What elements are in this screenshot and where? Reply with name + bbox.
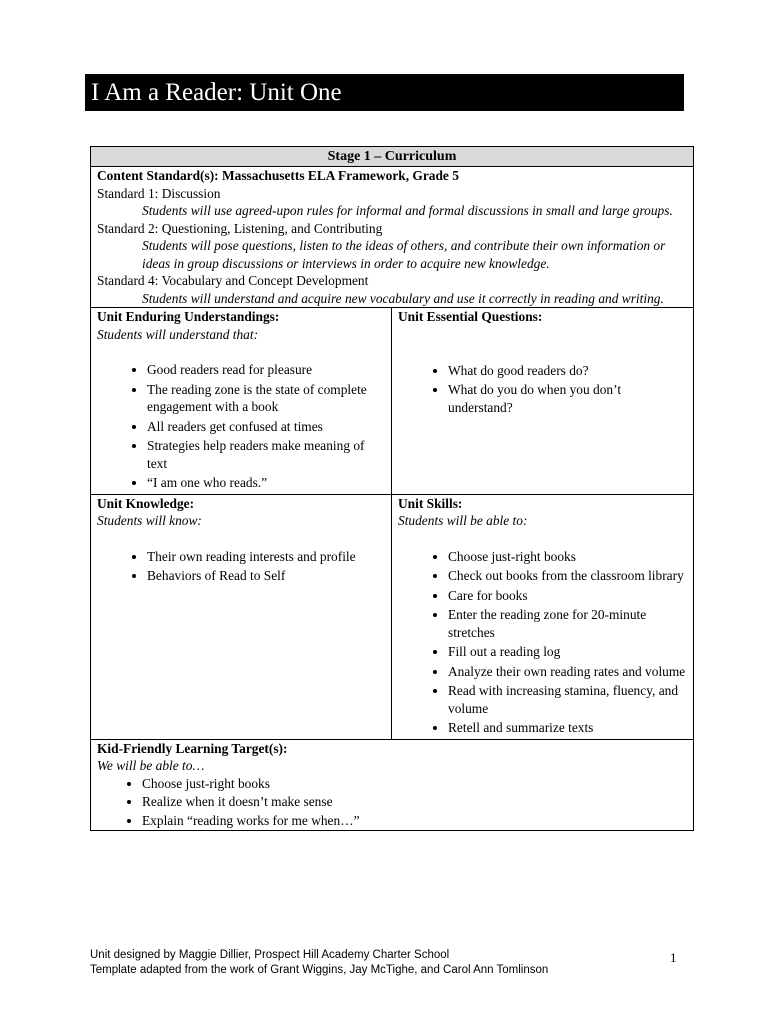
enduring-understandings-cell (91, 308, 392, 495)
list-item: • What do good readers do? (448, 362, 687, 380)
targets-subheading: We will be able to… (97, 758, 205, 773)
targets-heading: Kid-Friendly Learning Target(s): (97, 740, 288, 756)
content-standards-heading: Content Standard(s): Massachusetts ELA Framework, Grade 5 (97, 168, 459, 183)
standard-4-label: Standard 4: Vocabulary and Concept Development (97, 273, 369, 288)
targets-list (97, 775, 687, 830)
skills-subheading: Students will be able to: (398, 513, 528, 528)
skills-heading: Unit Skills: (398, 495, 463, 511)
list-item: • The reading zone is the state of complete engagement with a book (147, 381, 385, 416)
list-item: • Strategies help readers make meaning of text (147, 437, 385, 472)
essential-list (398, 362, 687, 417)
list-item: • Check out books from the classroom library (448, 567, 687, 585)
stage-header: Stage 1 – Curriculum (91, 147, 694, 167)
document-title: I Am a Reader: Unit One (85, 74, 684, 111)
list-item: • Read with increasing stamina, fluency, and volume (448, 682, 687, 717)
knowledge-subheading: Students will know: (97, 513, 202, 528)
list-item: • Care for books (448, 587, 687, 605)
list-item: • What do you do when you don’t understand? (448, 381, 687, 416)
enduring-list (97, 361, 385, 492)
standard-2-text: Students will pose questions, listen to the ideas of others, and contribute their own information or ideas in group discussions or interviews in order to acquire new knowledge. (142, 238, 666, 271)
list-item: • Behaviors of Read to Self (147, 567, 385, 585)
list-item: • All readers get confused at times (147, 418, 385, 436)
list-item: • Realize when it doesn’t make sense (142, 793, 687, 811)
list-item: • Fill out a reading log (448, 643, 687, 661)
list-item: • Choose just-right books (142, 775, 687, 793)
standard-1-label: Standard 1: Discussion (97, 185, 221, 201)
essential-heading: Unit Essential Questions: (398, 309, 543, 324)
standard-1-text: Students will use agreed-upon rules for informal and formal discussions in small and large groups. (142, 203, 673, 218)
learning-targets-cell (91, 739, 694, 831)
list-item: • Choose just-right books (448, 548, 687, 566)
curriculum-table (90, 146, 694, 831)
knowledge-heading: Unit Knowledge: (97, 495, 195, 511)
list-item: • Retell and summarize texts (448, 719, 687, 737)
unit-skills-cell (392, 494, 694, 739)
list-item: • Their own reading interests and profile (147, 548, 385, 566)
enduring-heading: Unit Enduring Understandings: (97, 309, 280, 324)
knowledge-list (97, 548, 385, 585)
footer-credit-line: Unit designed by Maggie Dillier, Prospect Hill Academy Charter School (90, 949, 450, 961)
list-item: • Explain “reading works for me when…” (142, 812, 687, 830)
list-item: • Enter the reading zone for 20-minute stretches (448, 606, 687, 641)
standard-2-label: Standard 2: Questioning, Listening, and Contributing (97, 220, 383, 236)
standard-4-text: Students will understand and acquire new vocabulary and use it correctly in reading and writing. (142, 290, 664, 306)
content-standards-cell (91, 167, 694, 308)
essential-questions-cell (392, 308, 694, 495)
enduring-subheading: Students will understand that: (97, 326, 259, 342)
footer-template-line: Template adapted from the work of Grant Wiggins, Jay McTighe, and Carol Ann Tomlinson (90, 964, 549, 976)
list-item: • Analyze their own reading rates and volume (448, 663, 687, 681)
list-item: • “I am one who reads.” (147, 474, 385, 492)
page-footer (90, 948, 680, 978)
unit-knowledge-cell (91, 494, 392, 739)
page-number: 1 (670, 950, 677, 965)
list-item: • Good readers read for pleasure (147, 361, 385, 379)
skills-list (398, 548, 687, 737)
